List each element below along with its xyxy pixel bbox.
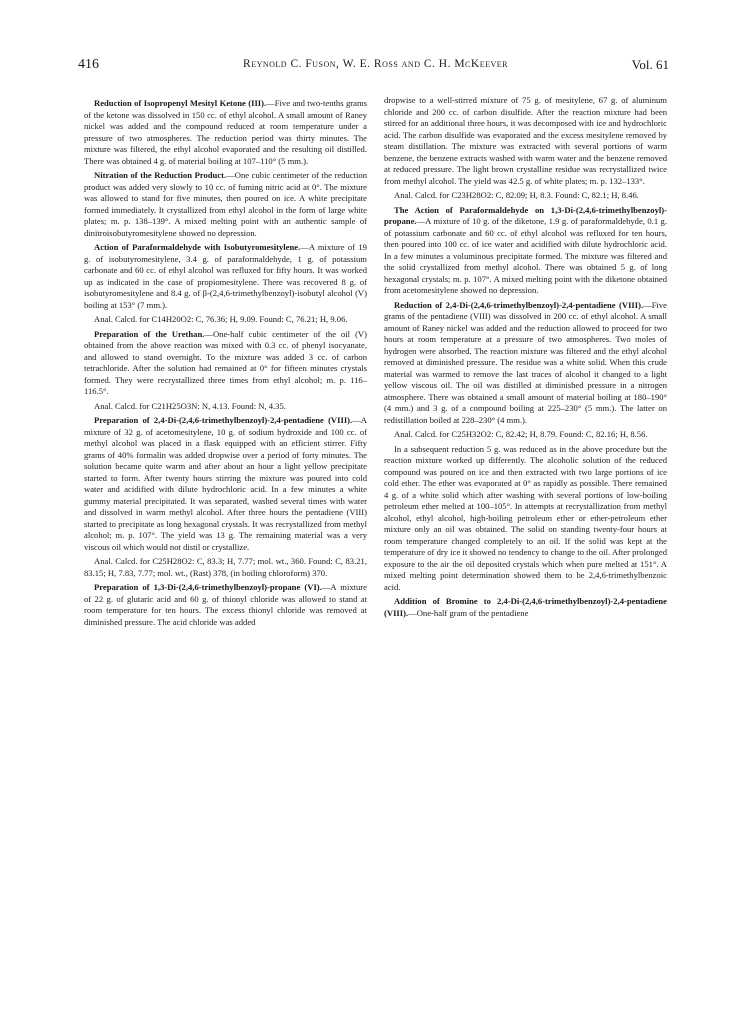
- paragraph-text: —A mixture of 32 g. of acetomesitylene, 10 g. of sodium hydroxide and 100 cc. of methyl alcohol was placed in a flask equipped with an efficient stirrer. Fifty grams of 40% formalin was added dropwise over a period of forty minutes. The solution became quite warm and after about an hour a light yellow precipitate started to form. After twenty hours stirring the mixture was poured into cold water and acidified with dilute hydrochloric acid. In a few minutes a white gummy material precipitated. It was separated, washed several times with water and dissolved in warm methyl alcohol. After three hours the pentadiene (VIII) started to precipitate as long hexagonal crystals. It was recrystallized from methyl alcohol; m. p. 107°. The yield was 13 g. The remaining material was a very viscous oil which would not distil or crystallize.: [84, 415, 367, 552]
- paragraph-text: dropwise to a well-stirred mixture of 75 g. of mesitylene, 67 g. of aluminum chloride and 200 cc. of carbon disulfide. After the reaction mixture had been stirred for an additional three hours, it was decomposed with ice and hydrochloric acid. The carbon disulfide was evaporated and the excess mesitylene removed by steam distillation. The mixture was extracted with several portions of warm benzene, the benzene extracts washed with warm water and the benzene removed at reduced pressure. The light brown crystalline residue was recrystallized twice from methyl alcohol. The yield was 42.5 g. of white plates; m. p. 132–133°.: [384, 95, 667, 186]
- paragraph-title: Nitration of the Reduction Product.: [94, 170, 227, 180]
- page-number: 416: [78, 57, 99, 72]
- paragraph-title: Reduction of 2,4-Di-(2,4,6-trimethylbenzoyl)-2,4-pentadiene (VIII).: [394, 299, 644, 310]
- paragraph-text: —One cubic centimeter of the reduction product was added very slowly to 10 cc. of fuming nitric acid at 0°. The mixture was allowed to stand for five minutes, then poured on ice. A white precipitate formed immediately. It crystallized from ethyl alcohol in the form of large white plates; m. p. 138–139°. A mixed melting point with an authentic sample of dinitroisobutyromesitylene showed no depression.: [84, 170, 367, 238]
- paragraph-text: Anal. Calcd. for C23H28O2: C, 82.09; H, 8.3. Found: C, 82.1; H, 8.46.: [394, 190, 639, 200]
- analysis-line: [384, 429, 667, 441]
- paragraph-text: —A mixture of 22 g. of glutaric acid and 60 g. of thionyl chloride was allowed to stand at room temperature for ten hours. The excess thionyl chloride was removed at diminished pressure. The acid chloride was added: [84, 582, 367, 627]
- paragraph-title: Preparation of 1,3-Di-(2,4,6-trimethylbenzoyl)-propane (VI).: [94, 582, 322, 592]
- paragraph: [84, 415, 367, 553]
- paragraph-text: In a subsequent reduction 5 g. was reduced as in the above procedure but the reaction mixture worked up differently. The alcoholic solution of the reduced compound was poured on ice and then extracted with two large portions of ice cold ether. The ether was evaporated at 0° as rapidly as possible. There remained 4 g. of a white solid which after washing with several portions of low-boiling petroleum ether melted at 100–105°. In attempts at recrystallization from methyl alcohol, ethyl alcohol, high-boiling petroleum ether or ether-petroleum ether mixture only an oil was obtained. The solid on standing twenty-four hours at room temperature changed completely to an oil. If the solid was kept at the temperature of dry ice it showed no tendency to change to the oil. After prolonged exposure to the air the oil deposited crystals which when pure melted at 151°. A mixed melting point determination showed them to be 2,4,6-trimethylbenzoic acid.: [384, 443, 667, 592]
- paragraph-text: —A mixture of 10 g. of the diketone, 1.9 g. of paraformaldehyde, 0.1 g. of potassium carbonate and 60 cc. of ethyl alcohol was refluxed for ten hours, then poured into 100 cc. of ice water and acidified with dilute hydrochloric acid. In a few minutes a voluminous precipitate formed. The mixture was filtered and the solid crystallized from methyl alcohol. There was obtained 5 g. of long hexagonal crystals; m. p. 107°. A mixed melting point with the diketone obtained from acetomesitylene showed no depression.: [384, 216, 667, 295]
- analysis-line: [384, 190, 667, 202]
- paragraph: [384, 300, 667, 427]
- paragraph: [384, 205, 667, 297]
- paragraph-text: —Five and two-tenths grams of the ketone was dissolved in 150 cc. of ethyl alcohol. A small amount of Raney nickel was added and the compound reduced at room temperature under a pressure of two atmospheres. The reduction period was thirty minutes. The mixture was filtered, the ethyl alcohol evaporated and the resulting oil distilled. There was obtained 4 g. of material boiling at 107–110° (5 mm.).: [84, 98, 367, 166]
- paragraph: [84, 98, 367, 167]
- paragraph: [84, 242, 367, 311]
- paragraph: [384, 95, 667, 187]
- analysis-line: [84, 314, 367, 326]
- left-column: [84, 95, 367, 975]
- paragraph-text: —Five grams of the pentadiene (VIII) was dissolved in 200 cc. of ethyl alcohol. A small amount of Raney nickel was added and the reduction allowed to proceed for two hours at room temperature at a pressure of two atmospheres. Two moles of hydrogen were absorbed. The reaction mixture was filtered and the ethyl alcohol removed at diminished pressure. The residue was a white solid. When this crude material was warmed to remove the last traces of alcohol it changed to a light yellow viscous oil. The oil was distilled at diminished pressure in a nitrogen atmosphere. There was obtained a small amount of material boiling at 180–190° (4 mm.) and 3 g. of a compound boiling at 225–230° (5 mm.). The latter on redistillation boiled at 228–230° (4 mm.).: [384, 299, 667, 425]
- paragraph-text: —One-half cubic centimeter of the oil (V) obtained from the above reaction was mixed with 0.3 cc. of phenyl isocyanate, and allowed to stand overnight. To the mixture was added 3 cc. of carbon tetrachloride. After the solution had remained at 0° for fifteen minutes crystals formed. They were recrystallized three times from ethyl alcohol; m. p. 116–116.5°.: [84, 328, 367, 396]
- paragraph-text: Anal. Calcd. for C25H32O2: C, 82.42; H, 8.79. Found: C, 82.16; H, 8.56.: [394, 429, 648, 439]
- volume-label: Vol. 61: [631, 57, 669, 72]
- analysis-line: [84, 556, 367, 579]
- paragraph-title: Addition of Bromine to 2,4-Di-(2,4,6-trimethylbenzoyl)-2,4-pentadiene (VIII).: [384, 596, 667, 618]
- paragraph: [84, 582, 367, 628]
- paragraph-text: —One-half gram of the pentadiene: [408, 607, 529, 618]
- right-column: [384, 95, 667, 975]
- running-title: Reynold C. Fuson, W. E. Ross and C. H. McKeever: [243, 58, 508, 70]
- paragraph-text: Anal. Calcd. for C14H20O2: C, 76.36; H, 9.09. Found: C, 76.21; H, 9.06.: [94, 314, 348, 324]
- analysis-line: [84, 401, 367, 413]
- paragraph-text: —A mixture of 19 g. of isobutyromesitylene, 3.4 g. of paraformaldehyde, 1 g. of potassium carbonate and 60 cc. of ethyl alcohol was refluxed for fifty hours. It was worked up as indicated in the case of propiomesitylene. There was recovered 8 g. of isobutyromesitylene and 8.4 g. of β-(2,4,6-trimethylbenzoyl)-isobutyl alcohol (V) boiling at 153° (7 mm.).: [84, 242, 367, 310]
- paragraph-title: Action of Paraformaldehyde with Isobutyromesitylene.: [94, 242, 301, 252]
- paragraph-title: Preparation of the Urethan.: [94, 328, 205, 339]
- paragraph-text: Anal. Calcd. for C25H28O2: C, 83.3; H, 7.77; mol. wt., 360. Found: C, 83.21, 83.15; H, 7.83, 7.77; mol. wt., (Rast) 378, (in boiling chloroform) 370.: [84, 556, 367, 578]
- paragraph-title: Preparation of 2,4-Di-(2,4,6-trimethylbenzoyl)-2,4-pentadiene (VIII).: [94, 415, 353, 425]
- paragraph: [84, 170, 367, 239]
- paragraph-title: Reduction of Isopropenyl Mesityl Ketone (III).: [94, 98, 267, 108]
- paragraph-text: Anal. Calcd. for C21H25O3N: N, 4.13. Found: N, 4.35.: [94, 400, 286, 411]
- paragraph: [384, 444, 667, 594]
- paragraph: [384, 596, 667, 619]
- paragraph-title: The Action of Paraformaldehyde on 1,3-Di-(2,4,6-trimethylbenzoyl)-propane.: [384, 204, 667, 226]
- paragraph: [84, 329, 367, 398]
